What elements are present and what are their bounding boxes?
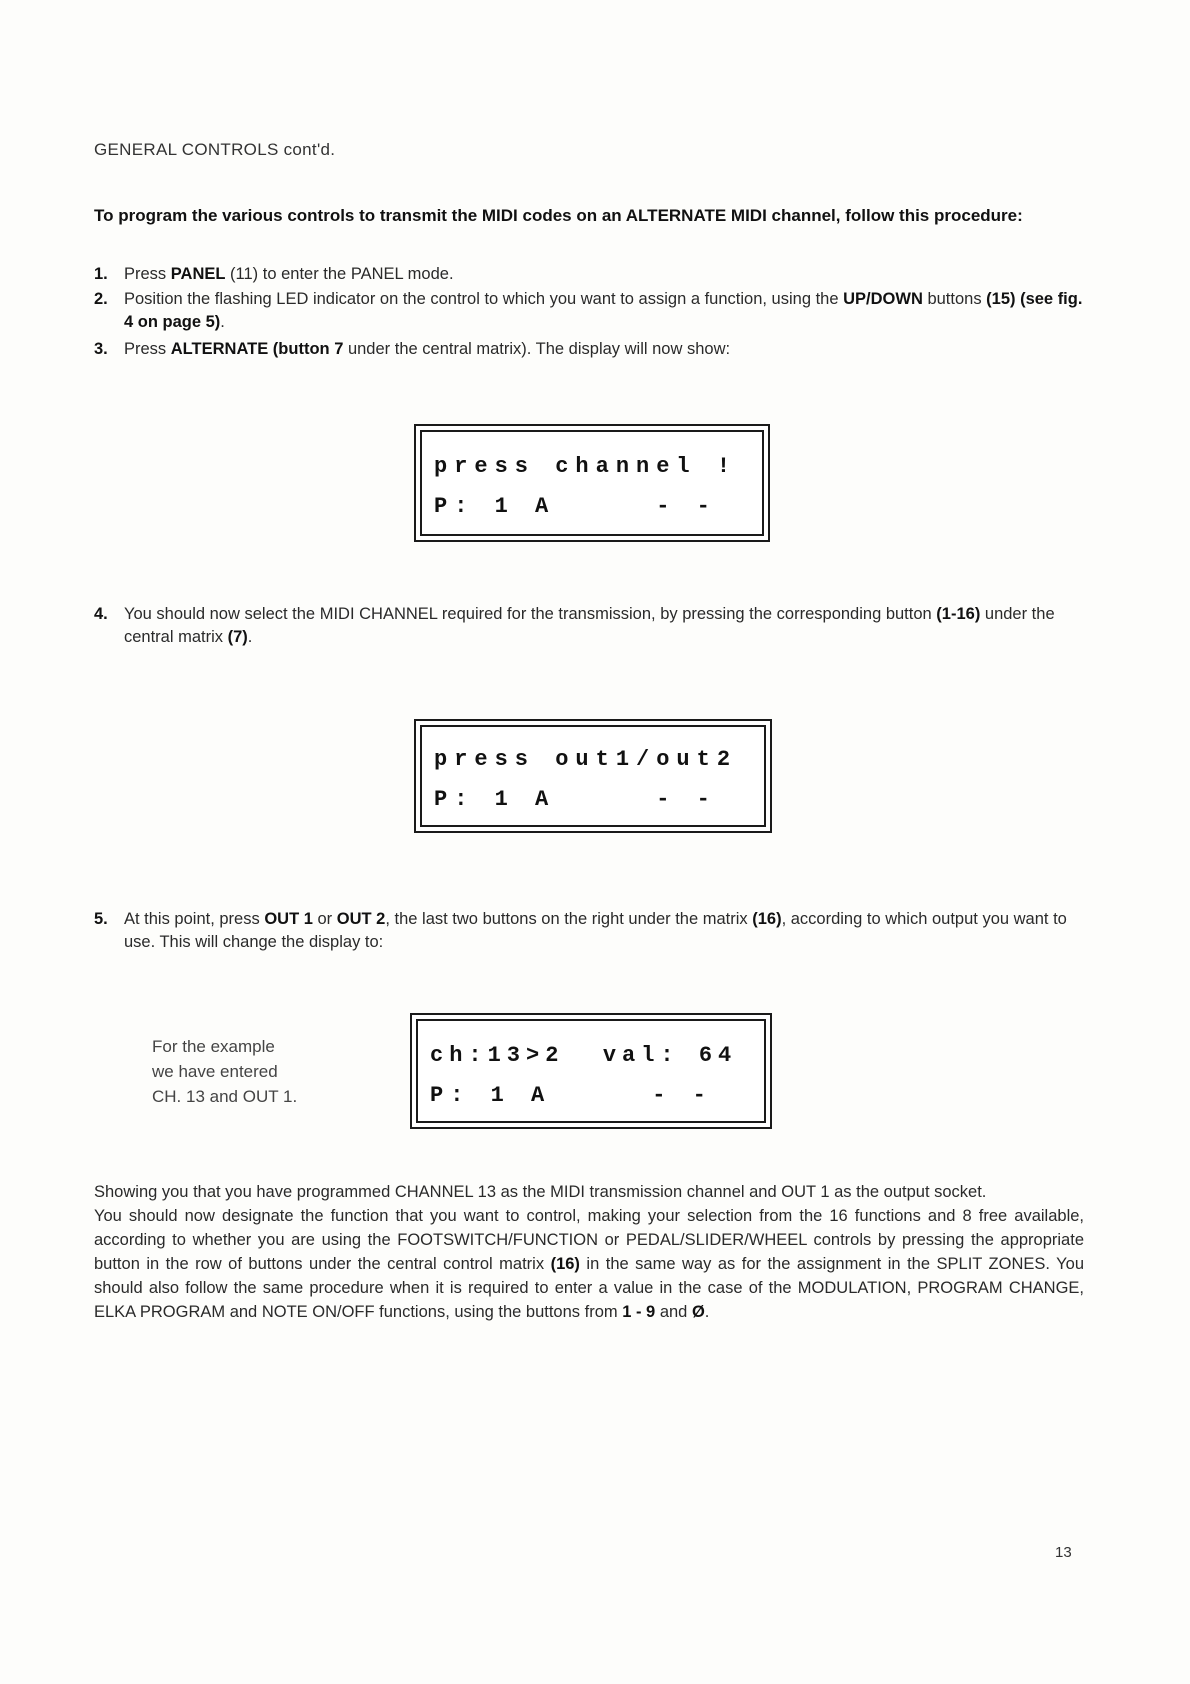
intro-paragraph: To program the various controls to transmit the MIDI codes on an ALTERNATE MIDI channel, follow this procedure: <box>94 206 1023 225</box>
example-note-line: we have entered <box>152 1062 278 1081</box>
closing-paragraph-1: Showing you that you have programmed CHANNEL 13 as the MIDI transmission channel and OUT 1 as the output socket. <box>94 1183 987 1201</box>
lcd-display-channel-value <box>410 1013 772 1129</box>
step-4 <box>94 603 1084 649</box>
step-number: 5. <box>94 910 108 928</box>
lcd-line-1: press out1/out2 <box>434 747 738 772</box>
example-note-line: CH. 13 and OUT 1. <box>152 1087 298 1106</box>
lcd-line-1: ch:13>2 val: 64 <box>430 1043 738 1068</box>
example-note <box>152 1034 297 1109</box>
lcd-display-press-channel <box>414 424 770 542</box>
lcd-display-press-out <box>414 719 772 833</box>
step-2 <box>94 288 1084 334</box>
step-number: 1. <box>94 265 108 283</box>
page-number: 13 <box>1055 1544 1072 1561</box>
lcd-screen <box>416 1019 766 1123</box>
step-number: 3. <box>94 340 108 358</box>
lcd-screen <box>420 430 764 536</box>
step-number: 4. <box>94 605 108 623</box>
closing-text <box>94 1180 1084 1324</box>
step-text: At this point, press OUT 1 or OUT 2, the last two buttons on the right under the matrix (16), according to which output you want to use. This will change the display to: <box>124 910 1067 951</box>
step-text: Press PANEL (11) to enter the PANEL mode. <box>124 265 454 283</box>
lcd-line-1: press channel ! <box>434 454 738 479</box>
step-5 <box>94 908 1084 954</box>
step-1 <box>94 263 1084 286</box>
step-text: Position the flashing LED indicator on the control to which you want to assign a function, using the UP/DOWN buttons (15) (see fig. 4 on page 5). <box>124 290 1083 331</box>
closing-paragraph-2: You should now designate the function that you want to control, making your selection from the 16 functions and 8 free available, according to whether you are using the FOOTSWITCH/FUNCTION or PEDAL/SLIDER/WHEEL controls by pressing the appropriate button in the row of buttons under the central control matrix (16) in the same way as for the assignment in the SPLIT ZONES. You should also follow the same procedure when it is required to enter a value in the case of the MODULATION, PROGRAM CHANGE, ELKA PROGRAM and NOTE ON/OFF functions, using the buttons from 1 - 9 and Ø. <box>94 1207 1084 1321</box>
lcd-screen <box>420 725 766 827</box>
example-note-line: For the example <box>152 1037 275 1056</box>
lcd-line-2: P: 1 A - - <box>434 787 717 812</box>
step-number: 2. <box>94 290 108 308</box>
step-3 <box>94 338 1084 361</box>
lcd-line-2: P: 1 A - - <box>430 1083 713 1108</box>
step-text: You should now select the MIDI CHANNEL required for the transmission, by pressing the corresponding button (1-16) under the central matrix (7). <box>124 605 1055 646</box>
section-title: GENERAL CONTROLS cont'd. <box>94 140 336 159</box>
step-text: Press ALTERNATE (button 7 under the central matrix). The display will now show: <box>124 340 731 358</box>
lcd-line-2: P: 1 A - - <box>434 494 717 519</box>
